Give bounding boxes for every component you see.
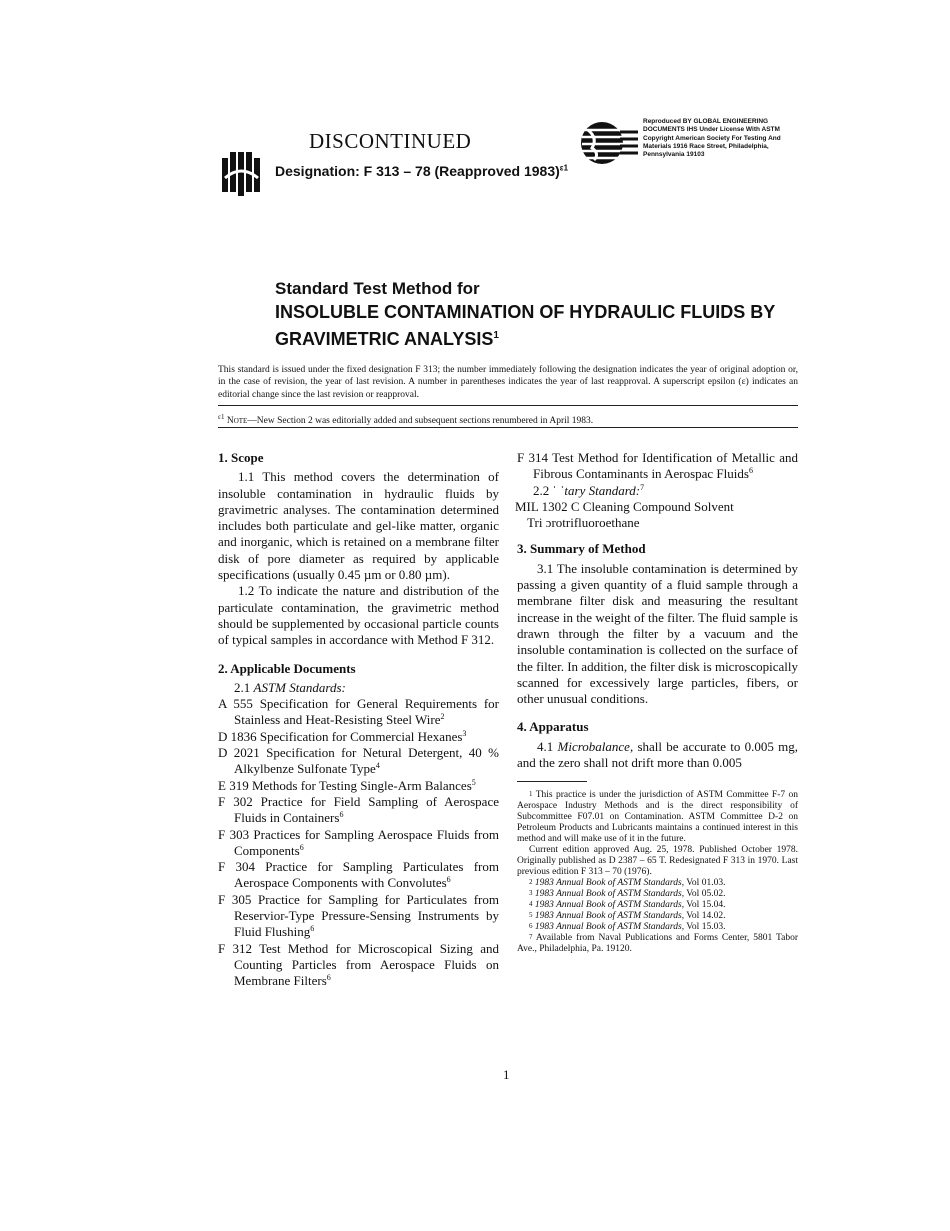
standard-subtitle: Standard Test Method for xyxy=(275,279,480,298)
divider xyxy=(218,427,798,428)
astm-logo-icon xyxy=(218,148,264,196)
right-column xyxy=(517,450,798,955)
paragraph-3-1: 3.1 The insoluble contamination is determined by passing a given quantity of a fluid sample through a membrane filter disk and measuring the resultant increase in the weight of the filter. The fluid sample is drawn through the filter by a vacuum and the insoluble contamination is collected on the surface of the filter. In addition, the filter disk is microscopically scanned for excessively large particles, fibers, or other unusual conditions. xyxy=(517,560,798,707)
reference-item: F 303 Practices for Sampling Aerospace Fluids from Components$^6$ xyxy=(218,826,499,858)
section-heading: 1. Scope xyxy=(218,450,264,465)
editorial-note: $^{\varepsilon 1}$ Note—New Section 2 was editorially added and subsequent sections renumbered in April 1983. xyxy=(218,413,594,427)
page-title: INSOLUBLE CONTAMINATION OF HYDRAULIC FLUIDS BY GRAVIMETRIC ANALYSIS$^1$ xyxy=(275,302,775,349)
mil-spec-line: Tri ɔrotrifluoroethane xyxy=(527,515,640,531)
footnote: $^4$ 1983 Annual Book of ASTM Standards, Vol 15.04. xyxy=(529,900,726,911)
section-heading: 3. Summary of Method xyxy=(517,541,646,557)
footnote: $^6$ 1983 Annual Book of ASTM Standards, Vol 15.03. xyxy=(529,922,726,933)
left-column xyxy=(218,450,499,990)
paragraph-4-1: 4.1 Microbalance, shall be accurate to 0.005 mg, and the zero shall not drift more than 0.005 xyxy=(517,738,799,771)
footnote-rule xyxy=(517,781,587,782)
section-heading: 4. Apparatus xyxy=(517,719,589,735)
footnote: $^2$ 1983 Annual Book of ASTM Standards, Vol 01.03. xyxy=(529,878,726,889)
footnote: $^1$ This practice is under the jurisdiction of ASTM Committee F-7 on Aerospace Industry Methods and is the direct responsibility of Subcommittee F07.01 on Contamination. ASTM Committee D-2 on Petroleum Products and Lubricants maintains a continued interest in this method and will make use of it in the future. xyxy=(517,790,798,845)
divider xyxy=(218,405,798,406)
astm-standards-label: 2.1 ASTM Standards: xyxy=(234,679,346,695)
discontinued-label: DISCONTINUED xyxy=(309,129,472,153)
reference-item: F 314 Test Method for Identification of Metallic and Fibrous Contaminants in Aerospac Fluids$^6$ xyxy=(517,450,798,482)
footnote: $^5$ 1983 Annual Book of ASTM Standards, Vol 14.02. xyxy=(529,911,726,922)
footnotes xyxy=(517,790,798,955)
section-heading: 2. Applicable Documents xyxy=(218,660,356,676)
reproduced-notice: Reproduced BY GLOBAL ENGINEERING DOCUMENTS IHS Under License With ASTM Copyright American Society For Testing And Materials 1916 Race Street, Philadelphia, Pennsylvania 19103 xyxy=(643,118,781,159)
reference-item: D 2021 Specification for Netural Detergent, 40 % Alkylbenze Sulfonate Type$^4$ xyxy=(218,745,499,777)
footnote: $^3$ 1983 Annual Book of ASTM Standards, Vol 05.02. xyxy=(529,889,726,900)
footnote: $^7$ Available from Naval Publications and Forms Center, 5801 Tabor Ave., Philadelphia, Pa. 19120. xyxy=(517,933,798,955)
page-number: 1 xyxy=(503,1067,510,1082)
designation: Designation: F 313 – 78 (Reapproved 1983)$^{\varepsilon 1}$ xyxy=(275,163,569,179)
paragraph-1-2: 1.2 To indicate the nature and distribution of the particulate contamination, the gravimetric method should be supplemented by occasional particle counts of typical samples in accordance with Method F 312. xyxy=(218,583,499,648)
reference-item: F 305 Practice for Sampling for Particulates from Reservior-Type Pressure-Sensing Instruments by Fluid Flushing$^6$ xyxy=(218,891,499,940)
issued-note: This standard is issued under the fixed designation F 313; the number immediately following the designation indicates the year of original adoption or, in the case of revision, the year of last revision. A number in parentheses indicates the year of last reapproval. A superscript epsilon (ε) indicates an editorial change since the last revision or reapproval. xyxy=(218,365,798,400)
globe-emblem-icon xyxy=(580,118,638,168)
reference-item: E 319 Methods for Testing Single-Arm Balances$^5$ xyxy=(218,777,476,793)
reference-item: A 555 Specification for General Requirements for Stainless and Heat-Resisting Steel Wire$^2$ xyxy=(218,696,499,728)
mil-spec-line: MIL 1302 C Cleaning Compound Solvent xyxy=(515,498,734,514)
paragraph-1-1: 1.1 This method covers the determination of insoluble contamination in hydraulic fluids by gravimetric analyses. The contamination determined includes both particulate and gel-like matter, organic and inorganic, which is retained on a membrane filter disk of pore diameter as required by applicable specifications (usually 0.45 µm or 0.80 µm). xyxy=(218,469,499,583)
reference-item: F 304 Practice for Sampling Particulates from Aerospace Components with Convolutes$^6$ xyxy=(218,859,499,891)
footnote: Current edition approved Aug. 25, 1978. Published October 1978. Originally published as D 2387 – 65 T. Redesignated F 313 in 1970. Last previous edition F 313 – 70 (1976). xyxy=(517,845,798,878)
reference-item: F 312 Test Method for Microscopical Sizing and Counting Particles from Aerospace Fluids on Membrane Filters$^6$ xyxy=(218,940,499,989)
military-standard-label: 2.2 ˈ ˈtary Standard:$^7$ xyxy=(533,482,645,498)
reference-item: F 302 Practice for Field Sampling of Aerospace Fluids in Containers$^6$ xyxy=(218,793,499,826)
reference-item: D 1836 Specification for Commercial Hexanes$^3$ xyxy=(218,728,467,744)
